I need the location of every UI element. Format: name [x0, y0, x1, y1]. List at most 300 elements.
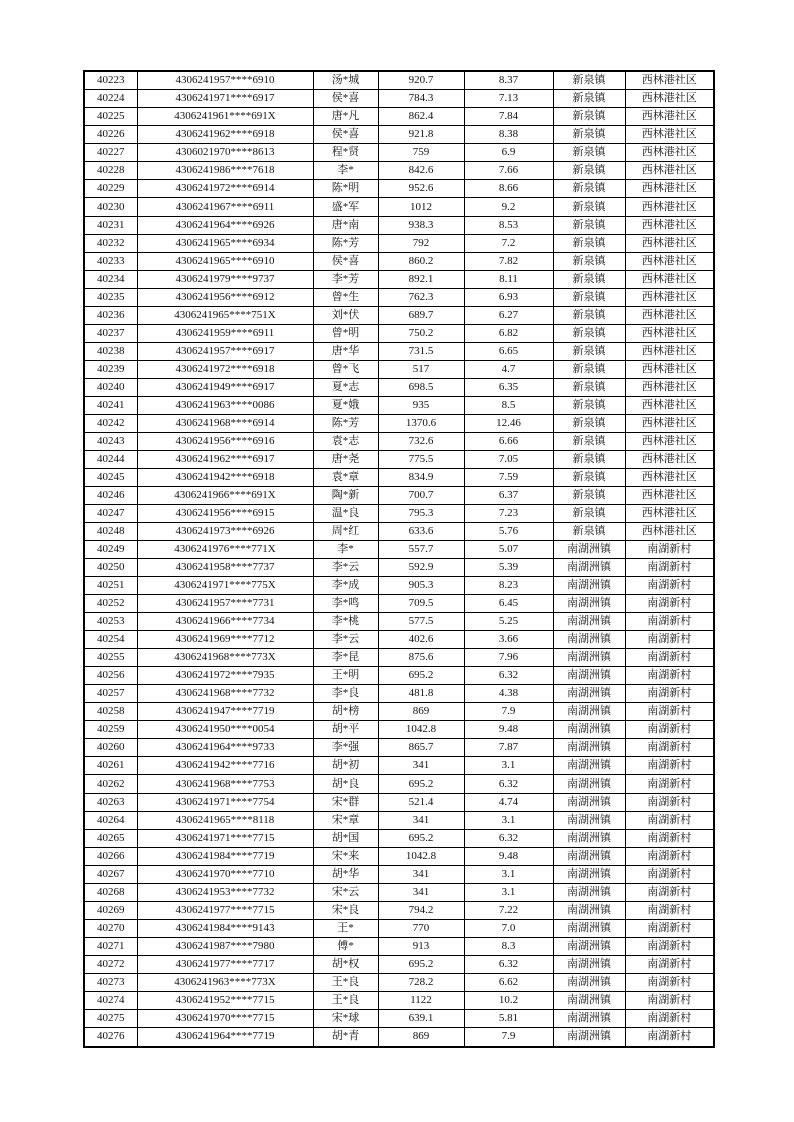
- cell-rate: 3.1: [464, 757, 553, 775]
- cell-community: 南湖新村: [625, 829, 714, 847]
- cell-town: 南湖洲镇: [553, 847, 625, 865]
- cell-serial: 40224: [84, 90, 137, 108]
- cell-serial: 40247: [84, 505, 137, 523]
- cell-town: 南湖洲镇: [553, 577, 625, 595]
- cell-rate: 6.45: [464, 595, 553, 613]
- cell-town: 新泉镇: [553, 252, 625, 270]
- cell-id-number: 4306241968****7753: [137, 775, 313, 793]
- cell-community: 南湖新村: [625, 613, 714, 631]
- cell-name: 宋*球: [313, 1009, 378, 1027]
- cell-town: 南湖洲镇: [553, 595, 625, 613]
- cell-id-number: 4306241961****691X: [137, 108, 313, 126]
- cell-name: 陈*芳: [313, 414, 378, 432]
- table-row: [84, 991, 714, 1009]
- cell-id-number: 4306021970****8613: [137, 144, 313, 162]
- cell-name: 李*云: [313, 631, 378, 649]
- cell-rate: 8.66: [464, 180, 553, 198]
- cell-id-number: 4306241957****7731: [137, 595, 313, 613]
- cell-serial: 40236: [84, 306, 137, 324]
- table-row: [84, 577, 714, 595]
- cell-serial: 40252: [84, 595, 137, 613]
- table-row: [84, 468, 714, 486]
- cell-amount: 794.2: [378, 901, 464, 919]
- cell-town: 新泉镇: [553, 505, 625, 523]
- cell-name: 王*明: [313, 667, 378, 685]
- table-row: [84, 649, 714, 667]
- cell-id-number: 4306241957****6910: [137, 71, 313, 90]
- cell-amount: 1370.6: [378, 414, 464, 432]
- cell-community: 西林港社区: [625, 505, 714, 523]
- cell-id-number: 4306241972****6918: [137, 360, 313, 378]
- cell-rate: 4.74: [464, 793, 553, 811]
- cell-name: 宋*良: [313, 901, 378, 919]
- cell-name: 李*成: [313, 577, 378, 595]
- cell-amount: 1042.8: [378, 847, 464, 865]
- cell-name: 唐*华: [313, 342, 378, 360]
- cell-community: 南湖新村: [625, 973, 714, 991]
- table-row: [84, 162, 714, 180]
- cell-id-number: 4306241972****7935: [137, 667, 313, 685]
- cell-amount: 834.9: [378, 468, 464, 486]
- cell-community: 西林港社区: [625, 234, 714, 252]
- table-row: [84, 234, 714, 252]
- cell-rate: 7.87: [464, 739, 553, 757]
- cell-town: 南湖洲镇: [553, 613, 625, 631]
- table-row: [84, 270, 714, 288]
- cell-serial: 40243: [84, 432, 137, 450]
- table-row: [84, 252, 714, 270]
- table-row: [84, 613, 714, 631]
- cell-amount: 913: [378, 937, 464, 955]
- cell-serial: 40271: [84, 937, 137, 955]
- cell-serial: 40228: [84, 162, 137, 180]
- cell-amount: 728.2: [378, 973, 464, 991]
- cell-community: 南湖新村: [625, 667, 714, 685]
- cell-amount: 695.2: [378, 667, 464, 685]
- cell-town: 新泉镇: [553, 126, 625, 144]
- beneficiary-table: [83, 70, 715, 1048]
- cell-name: 袁*章: [313, 468, 378, 486]
- table-row: [84, 198, 714, 216]
- cell-serial: 40238: [84, 342, 137, 360]
- cell-community: 南湖新村: [625, 793, 714, 811]
- cell-town: 新泉镇: [553, 288, 625, 306]
- cell-community: 南湖新村: [625, 721, 714, 739]
- cell-serial: 40257: [84, 685, 137, 703]
- cell-rate: 8.5: [464, 396, 553, 414]
- table-row: [84, 919, 714, 937]
- cell-rate: 7.66: [464, 162, 553, 180]
- cell-rate: 7.9: [464, 703, 553, 721]
- cell-name: 袁*志: [313, 432, 378, 450]
- cell-amount: 700.7: [378, 486, 464, 504]
- table-row: [84, 847, 714, 865]
- cell-id-number: 4306241966****7734: [137, 613, 313, 631]
- table-row: [84, 703, 714, 721]
- table-row: [84, 793, 714, 811]
- cell-id-number: 4306241977****7717: [137, 955, 313, 973]
- cell-amount: 577.5: [378, 613, 464, 631]
- cell-name: 李*: [313, 162, 378, 180]
- cell-serial: 40261: [84, 757, 137, 775]
- cell-rate: 7.23: [464, 505, 553, 523]
- cell-amount: 341: [378, 883, 464, 901]
- cell-serial: 40270: [84, 919, 137, 937]
- cell-serial: 40253: [84, 613, 137, 631]
- cell-community: 南湖新村: [625, 991, 714, 1009]
- cell-amount: 592.9: [378, 559, 464, 577]
- cell-serial: 40232: [84, 234, 137, 252]
- cell-name: 唐*凡: [313, 108, 378, 126]
- table-row: [84, 955, 714, 973]
- cell-rate: 7.9: [464, 1027, 553, 1047]
- cell-name: 夏*娥: [313, 396, 378, 414]
- cell-amount: 689.7: [378, 306, 464, 324]
- cell-id-number: 4306241965****6934: [137, 234, 313, 252]
- cell-serial: 40256: [84, 667, 137, 685]
- cell-rate: 9.2: [464, 198, 553, 216]
- cell-name: 李*强: [313, 739, 378, 757]
- cell-rate: 7.84: [464, 108, 553, 126]
- cell-id-number: 4306241968****773X: [137, 649, 313, 667]
- table-row: [84, 685, 714, 703]
- cell-serial: 40226: [84, 126, 137, 144]
- cell-serial: 40262: [84, 775, 137, 793]
- cell-serial: 40255: [84, 649, 137, 667]
- cell-id-number: 4306241956****6912: [137, 288, 313, 306]
- cell-town: 新泉镇: [553, 523, 625, 541]
- cell-id-number: 4306241984****9143: [137, 919, 313, 937]
- cell-amount: 892.1: [378, 270, 464, 288]
- cell-id-number: 4306241977****7715: [137, 901, 313, 919]
- cell-amount: 952.6: [378, 180, 464, 198]
- cell-name: 盛*军: [313, 198, 378, 216]
- cell-town: 新泉镇: [553, 468, 625, 486]
- cell-serial: 40242: [84, 414, 137, 432]
- cell-name: 胡*初: [313, 757, 378, 775]
- cell-name: 胡*青: [313, 1027, 378, 1047]
- cell-town: 南湖洲镇: [553, 793, 625, 811]
- cell-community: 南湖新村: [625, 685, 714, 703]
- cell-town: 新泉镇: [553, 342, 625, 360]
- cell-name: 李*: [313, 541, 378, 559]
- cell-community: 西林港社区: [625, 270, 714, 288]
- cell-town: 南湖洲镇: [553, 955, 625, 973]
- cell-town: 南湖洲镇: [553, 883, 625, 901]
- cell-rate: 7.05: [464, 450, 553, 468]
- cell-rate: 6.82: [464, 324, 553, 342]
- table-row: [84, 108, 714, 126]
- cell-id-number: 4306241968****7732: [137, 685, 313, 703]
- cell-id-number: 4306241966****691X: [137, 486, 313, 504]
- cell-rate: 6.27: [464, 306, 553, 324]
- cell-community: 西林港社区: [625, 252, 714, 270]
- cell-town: 南湖洲镇: [553, 649, 625, 667]
- cell-rate: 6.65: [464, 342, 553, 360]
- table-row: [84, 811, 714, 829]
- cell-amount: 905.3: [378, 577, 464, 595]
- cell-name: 曾*飞: [313, 360, 378, 378]
- table-row: [84, 396, 714, 414]
- cell-id-number: 4306241952****7715: [137, 991, 313, 1009]
- cell-town: 新泉镇: [553, 378, 625, 396]
- cell-id-number: 4306241956****6915: [137, 505, 313, 523]
- cell-community: 西林港社区: [625, 523, 714, 541]
- cell-town: 新泉镇: [553, 144, 625, 162]
- cell-name: 胡*华: [313, 865, 378, 883]
- cell-amount: 341: [378, 811, 464, 829]
- cell-name: 汤*城: [313, 71, 378, 90]
- cell-id-number: 4306241984****7719: [137, 847, 313, 865]
- cell-town: 新泉镇: [553, 432, 625, 450]
- cell-amount: 759: [378, 144, 464, 162]
- cell-town: 新泉镇: [553, 180, 625, 198]
- cell-id-number: 4306241963****773X: [137, 973, 313, 991]
- cell-rate: 5.81: [464, 1009, 553, 1027]
- cell-serial: 40254: [84, 631, 137, 649]
- cell-rate: 7.2: [464, 234, 553, 252]
- cell-amount: 784.3: [378, 90, 464, 108]
- cell-amount: 402.6: [378, 631, 464, 649]
- cell-town: 新泉镇: [553, 108, 625, 126]
- cell-id-number: 4306241972****6914: [137, 180, 313, 198]
- cell-town: 南湖洲镇: [553, 919, 625, 937]
- cell-name: 陈*明: [313, 180, 378, 198]
- table-row: [84, 1009, 714, 1027]
- cell-community: 南湖新村: [625, 739, 714, 757]
- cell-name: 侯*喜: [313, 252, 378, 270]
- cell-name: 宋*群: [313, 793, 378, 811]
- cell-rate: 3.1: [464, 811, 553, 829]
- cell-community: 南湖新村: [625, 1027, 714, 1047]
- cell-town: 南湖洲镇: [553, 901, 625, 919]
- cell-community: 南湖新村: [625, 847, 714, 865]
- cell-serial: 40265: [84, 829, 137, 847]
- cell-amount: 770: [378, 919, 464, 937]
- cell-id-number: 4306241969****7712: [137, 631, 313, 649]
- cell-rate: 6.9: [464, 144, 553, 162]
- cell-id-number: 4306241976****771X: [137, 541, 313, 559]
- cell-name: 李*昆: [313, 649, 378, 667]
- table-row: [84, 71, 714, 90]
- cell-name: 宋*云: [313, 883, 378, 901]
- cell-rate: 3.1: [464, 883, 553, 901]
- cell-community: 西林港社区: [625, 324, 714, 342]
- cell-name: 侯*喜: [313, 90, 378, 108]
- cell-rate: 6.35: [464, 378, 553, 396]
- table-row: [84, 667, 714, 685]
- cell-amount: 709.5: [378, 595, 464, 613]
- cell-town: 新泉镇: [553, 450, 625, 468]
- cell-town: 南湖洲镇: [553, 541, 625, 559]
- cell-town: 新泉镇: [553, 216, 625, 234]
- beneficiary-table-body: [84, 71, 714, 1047]
- cell-id-number: 4306241942****6918: [137, 468, 313, 486]
- cell-name: 周*红: [313, 523, 378, 541]
- cell-rate: 6.66: [464, 432, 553, 450]
- cell-town: 南湖洲镇: [553, 829, 625, 847]
- cell-name: 李*良: [313, 685, 378, 703]
- cell-town: 新泉镇: [553, 90, 625, 108]
- table-row: [84, 721, 714, 739]
- cell-town: 南湖洲镇: [553, 973, 625, 991]
- cell-community: 南湖新村: [625, 631, 714, 649]
- cell-community: 西林港社区: [625, 360, 714, 378]
- cell-community: 南湖新村: [625, 901, 714, 919]
- cell-id-number: 4306241959****6911: [137, 324, 313, 342]
- cell-community: 南湖新村: [625, 955, 714, 973]
- cell-name: 刘*伏: [313, 306, 378, 324]
- cell-amount: 731.5: [378, 342, 464, 360]
- cell-amount: 860.2: [378, 252, 464, 270]
- cell-serial: 40240: [84, 378, 137, 396]
- cell-amount: 517: [378, 360, 464, 378]
- cell-community: 西林港社区: [625, 450, 714, 468]
- cell-amount: 481.8: [378, 685, 464, 703]
- cell-rate: 8.53: [464, 216, 553, 234]
- cell-rate: 7.22: [464, 901, 553, 919]
- cell-name: 侯*喜: [313, 126, 378, 144]
- cell-community: 南湖新村: [625, 811, 714, 829]
- cell-name: 李*桃: [313, 613, 378, 631]
- cell-town: 南湖洲镇: [553, 739, 625, 757]
- cell-town: 南湖洲镇: [553, 685, 625, 703]
- table-row: [84, 450, 714, 468]
- cell-rate: 8.3: [464, 937, 553, 955]
- table-row: [84, 631, 714, 649]
- cell-amount: 869: [378, 703, 464, 721]
- cell-serial: 40245: [84, 468, 137, 486]
- cell-name: 程*贤: [313, 144, 378, 162]
- cell-id-number: 4306241965****6910: [137, 252, 313, 270]
- table-row: [84, 775, 714, 793]
- table-row: [84, 288, 714, 306]
- cell-id-number: 4306241965****751X: [137, 306, 313, 324]
- cell-amount: 920.7: [378, 71, 464, 90]
- cell-town: 新泉镇: [553, 162, 625, 180]
- cell-amount: 341: [378, 757, 464, 775]
- cell-community: 西林港社区: [625, 162, 714, 180]
- cell-rate: 8.38: [464, 126, 553, 144]
- cell-id-number: 4306241965****8118: [137, 811, 313, 829]
- cell-amount: 842.6: [378, 162, 464, 180]
- cell-serial: 40276: [84, 1027, 137, 1047]
- cell-community: 西林港社区: [625, 288, 714, 306]
- cell-community: 南湖新村: [625, 883, 714, 901]
- cell-town: 南湖洲镇: [553, 631, 625, 649]
- cell-rate: 8.11: [464, 270, 553, 288]
- cell-amount: 695.2: [378, 775, 464, 793]
- cell-town: 新泉镇: [553, 306, 625, 324]
- cell-amount: 1012: [378, 198, 464, 216]
- table-row: [84, 829, 714, 847]
- cell-community: 西林港社区: [625, 180, 714, 198]
- cell-amount: 695.2: [378, 955, 464, 973]
- cell-serial: 40264: [84, 811, 137, 829]
- cell-community: 西林港社区: [625, 306, 714, 324]
- cell-serial: 40233: [84, 252, 137, 270]
- cell-name: 曾*生: [313, 288, 378, 306]
- cell-town: 新泉镇: [553, 360, 625, 378]
- cell-amount: 938.3: [378, 216, 464, 234]
- cell-serial: 40267: [84, 865, 137, 883]
- cell-community: 西林港社区: [625, 432, 714, 450]
- cell-name: 夏*志: [313, 378, 378, 396]
- cell-serial: 40225: [84, 108, 137, 126]
- cell-serial: 40241: [84, 396, 137, 414]
- cell-serial: 40251: [84, 577, 137, 595]
- cell-amount: 1122: [378, 991, 464, 1009]
- cell-id-number: 4306241957****6917: [137, 342, 313, 360]
- cell-serial: 40246: [84, 486, 137, 504]
- cell-community: 南湖新村: [625, 703, 714, 721]
- cell-serial: 40259: [84, 721, 137, 739]
- cell-community: 西林港社区: [625, 108, 714, 126]
- cell-serial: 40258: [84, 703, 137, 721]
- cell-serial: 40229: [84, 180, 137, 198]
- cell-serial: 40244: [84, 450, 137, 468]
- cell-community: 南湖新村: [625, 919, 714, 937]
- table-row: [84, 559, 714, 577]
- cell-id-number: 4306241950****0054: [137, 721, 313, 739]
- table-row: [84, 883, 714, 901]
- cell-amount: 732.6: [378, 432, 464, 450]
- table-row: [84, 757, 714, 775]
- cell-id-number: 4306241953****7732: [137, 883, 313, 901]
- cell-amount: 921.8: [378, 126, 464, 144]
- cell-name: 胡*良: [313, 775, 378, 793]
- cell-rate: 4.38: [464, 685, 553, 703]
- cell-rate: 7.82: [464, 252, 553, 270]
- cell-town: 新泉镇: [553, 324, 625, 342]
- cell-name: 胡*国: [313, 829, 378, 847]
- table-row: [84, 595, 714, 613]
- cell-serial: 40272: [84, 955, 137, 973]
- cell-id-number: 4306241986****7618: [137, 162, 313, 180]
- cell-name: 王*良: [313, 991, 378, 1009]
- cell-name: 陶*新: [313, 486, 378, 504]
- cell-community: 南湖新村: [625, 595, 714, 613]
- table-row: [84, 901, 714, 919]
- table-row: [84, 342, 714, 360]
- cell-id-number: 4306241963****0086: [137, 396, 313, 414]
- cell-rate: 3.1: [464, 865, 553, 883]
- cell-community: 南湖新村: [625, 541, 714, 559]
- cell-town: 南湖洲镇: [553, 1027, 625, 1047]
- cell-rate: 6.93: [464, 288, 553, 306]
- cell-amount: 633.6: [378, 523, 464, 541]
- cell-town: 南湖洲镇: [553, 559, 625, 577]
- cell-community: 南湖新村: [625, 937, 714, 955]
- cell-name: 胡*权: [313, 955, 378, 973]
- cell-id-number: 4306241973****6926: [137, 523, 313, 541]
- cell-amount: 862.4: [378, 108, 464, 126]
- cell-id-number: 4306241971****775X: [137, 577, 313, 595]
- cell-rate: 4.7: [464, 360, 553, 378]
- cell-community: 西林港社区: [625, 342, 714, 360]
- table-row: [84, 973, 714, 991]
- cell-rate: 6.37: [464, 486, 553, 504]
- cell-town: 南湖洲镇: [553, 937, 625, 955]
- cell-rate: 12.46: [464, 414, 553, 432]
- cell-rate: 9.48: [464, 721, 553, 739]
- cell-id-number: 4306241942****7716: [137, 757, 313, 775]
- cell-community: 西林港社区: [625, 216, 714, 234]
- cell-serial: 40250: [84, 559, 137, 577]
- cell-community: 西林港社区: [625, 468, 714, 486]
- cell-name: 胡*榜: [313, 703, 378, 721]
- cell-rate: 6.32: [464, 955, 553, 973]
